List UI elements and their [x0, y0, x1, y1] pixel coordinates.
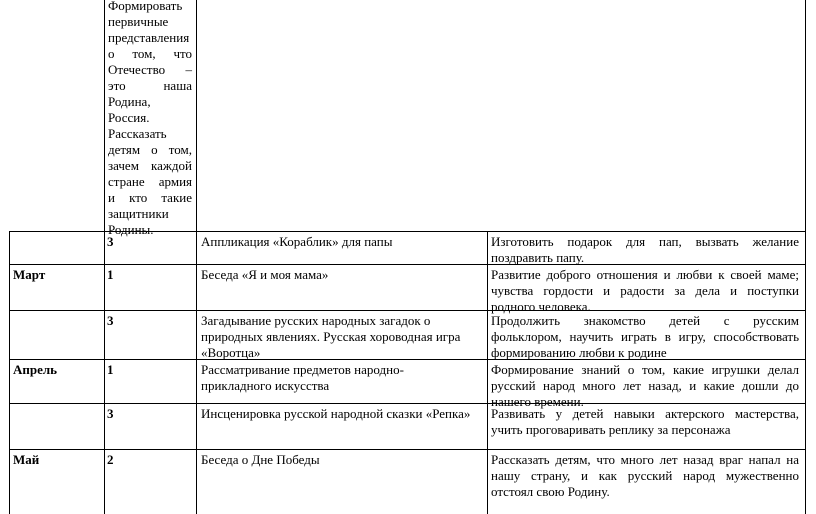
row-week: 1: [107, 362, 114, 377]
row-goal: [491, 406, 799, 438]
top-note-line: первичные: [108, 14, 169, 29]
row-goal: [491, 362, 799, 410]
goal-line: Рассказать детям, что много лет назад враг напал на: [491, 452, 799, 467]
goal-line: родного человека.: [491, 299, 591, 314]
goal-line: чувства гордости и радости за дела и поступки: [491, 283, 799, 298]
row-week: 3: [107, 234, 114, 249]
top-note-line: стране армия: [108, 174, 192, 189]
table-divider-1: [104, 0, 105, 514]
goal-line: учить проговаривать реплику за персонажа: [491, 422, 731, 437]
goal-line: Изготовить подарок для пап, вызвать желание: [491, 234, 799, 249]
top-note-line: зачем каждой: [108, 158, 192, 173]
top-note-cell: [108, 0, 192, 238]
top-note-line: представления: [108, 30, 190, 45]
row-month: Апрель: [13, 362, 58, 377]
row-month: Март: [13, 267, 46, 282]
top-note-line: о том, что: [108, 46, 192, 61]
goal-line: отстоял свою Родину.: [491, 484, 610, 499]
top-note-line: Отечество –: [108, 62, 192, 77]
goal-line: Формирование знаний о том, какие игрушки делал: [491, 362, 799, 377]
top-note-line: защитники: [108, 206, 169, 221]
top-note-line: и кто такие: [108, 190, 192, 205]
row-month: Май: [13, 452, 40, 467]
row-activity: Беседа «Я и моя мама»: [201, 267, 329, 282]
row-activity: Загадывание русских народных загадок о природных явлениях. Русская хороводная игра «Воротца»: [201, 313, 461, 360]
goal-line: нашего времени.: [491, 394, 584, 409]
goal-line: нашу страну, и как русский народ мужественно: [491, 468, 799, 483]
row-goal: [491, 452, 799, 500]
goal-line: русский народ много лет назад, и какие дошли до: [491, 378, 799, 393]
table-border-right: [805, 0, 806, 514]
goal-line: поздравить папу.: [491, 250, 585, 265]
row-activity: Рассматривание предметов народно-прикладного искусства: [201, 362, 404, 393]
row-week: 2: [107, 452, 114, 467]
table-divider-3: [487, 231, 488, 514]
top-note-line: Родина,: [108, 94, 151, 109]
row-week: 1: [107, 267, 114, 282]
goal-line: фольклором, научить играть в игру, способствовать: [491, 329, 799, 344]
top-note-line: Россия.: [108, 110, 150, 125]
top-note-line: Рассказать: [108, 126, 167, 141]
goal-line: формированию любви к родине: [491, 345, 667, 360]
row-goal: [491, 313, 799, 361]
goal-line: Развивать у детей навыки актерского мастерства,: [491, 406, 799, 421]
table-divider-2: [196, 0, 197, 514]
top-note-line: это наша: [108, 78, 192, 93]
table-border-left: [9, 231, 10, 514]
row-activity: Аппликация «Кораблик» для папы: [201, 234, 393, 249]
row-activity: Инсценировка русской народной сказки «Репка»: [201, 406, 471, 421]
goal-line: Продолжить знакомство детей с русским: [491, 313, 799, 328]
row-week: 3: [107, 313, 114, 328]
row-goal: [491, 267, 799, 315]
goal-line: Развитие доброго отношения и любви к своей маме;: [491, 267, 799, 282]
row-activity: Беседа о Дне Победы: [201, 452, 320, 467]
top-note-line: Формировать: [108, 0, 183, 13]
top-note-line: Родины.: [108, 222, 154, 237]
top-note-line: детям о том,: [108, 142, 192, 157]
row-goal: [491, 234, 799, 266]
row-divider: [9, 449, 806, 450]
row-week: 3: [107, 406, 114, 421]
